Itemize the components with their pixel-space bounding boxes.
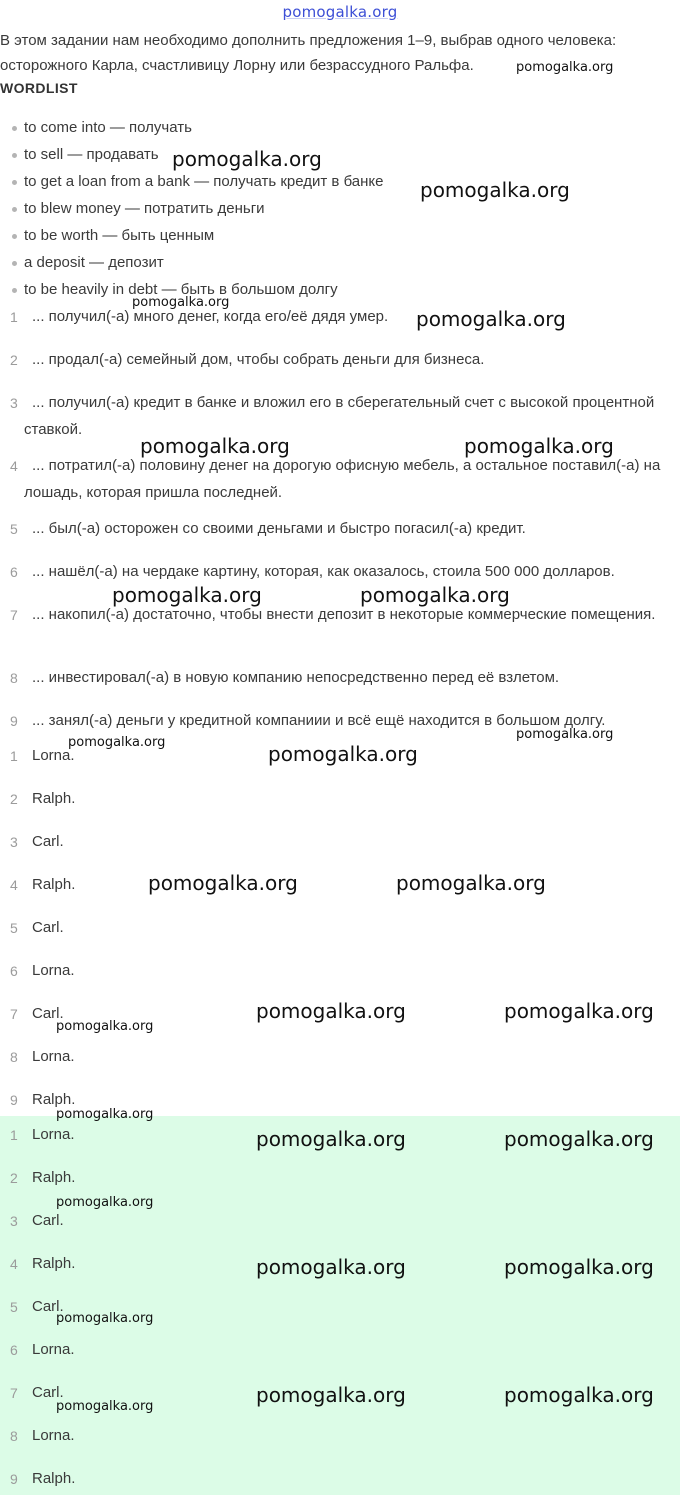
watermark: pomogalka.org bbox=[504, 999, 654, 1023]
sentence-number: 9 bbox=[10, 713, 18, 729]
answer-text: Ralph. bbox=[32, 790, 76, 807]
watermark: pomogalka.org bbox=[396, 871, 546, 895]
watermark: pomogalka.org bbox=[464, 434, 614, 458]
answer-number: 3 bbox=[10, 1213, 18, 1229]
wordlist-item-text: to come into — получать bbox=[24, 119, 192, 136]
sentence-text: ... занял(-а) деньги у кредитной компаниии и всё ещё находится в большом долгу. bbox=[32, 712, 606, 729]
watermark: pomogalka.org bbox=[504, 1255, 654, 1279]
sentence-number: 7 bbox=[10, 607, 18, 623]
bullet-icon bbox=[12, 288, 17, 293]
bullet-icon bbox=[12, 234, 17, 239]
answer-number: 1 bbox=[10, 1127, 18, 1143]
sentence-text: ... получил(-а) много денег, когда его/её дядя умер. bbox=[32, 308, 389, 325]
sentence-number: 4 bbox=[10, 458, 18, 474]
answer-text: Ralph. bbox=[32, 1169, 76, 1186]
wordlist-item-text: to sell — продавать bbox=[24, 146, 159, 163]
sentence-number: 2 bbox=[10, 352, 18, 368]
watermark: pomogalka.org bbox=[132, 295, 230, 310]
bullet-icon bbox=[12, 126, 17, 131]
answer-number: 4 bbox=[10, 1256, 18, 1272]
watermark: pomogalka.org bbox=[148, 871, 298, 895]
sentence-text: ... накопил(-а) достаточно, чтобы внести депозит в некоторые коммерческие помещения. bbox=[32, 606, 656, 623]
watermark: pomogalka.org bbox=[256, 1383, 406, 1407]
bullet-icon bbox=[12, 180, 17, 185]
wordlist-item bbox=[0, 195, 384, 222]
wordlist-item bbox=[0, 114, 384, 141]
answer-number: 4 bbox=[10, 877, 18, 893]
wordlist bbox=[0, 114, 384, 303]
answer-number: 6 bbox=[10, 1342, 18, 1358]
bullet-icon bbox=[12, 207, 17, 212]
bullet-icon bbox=[12, 153, 17, 158]
sentence-text: ... инвестировал(-а) в новую компанию непосредственно перед её взлетом. bbox=[32, 669, 560, 686]
answer-number: 5 bbox=[10, 1299, 18, 1315]
watermark: pomogalka.org bbox=[360, 583, 510, 607]
answer-number: 7 bbox=[10, 1006, 18, 1022]
answer-text: Lorna. bbox=[32, 1048, 75, 1065]
answer-text: Ralph. bbox=[32, 1255, 76, 1272]
answer-number: 6 bbox=[10, 963, 18, 979]
watermark: pomogalka.org bbox=[140, 434, 290, 458]
site-logo-link[interactable]: pomogalka.org bbox=[282, 3, 398, 21]
answer-text: Lorna. bbox=[32, 1126, 75, 1143]
answers-highlight-block bbox=[0, 1116, 680, 1495]
answer-number: 2 bbox=[10, 791, 18, 807]
sentence-number: 3 bbox=[10, 395, 18, 411]
sentence-text: ... продал(-а) семейный дом, чтобы собрать деньги для бизнеса. bbox=[32, 351, 485, 368]
sentence-text: ... получил(-а) кредит в банке и вложил его в сберегательный счет с высокой процентной ставкой. bbox=[24, 394, 655, 438]
watermark: pomogalka.org bbox=[256, 1127, 406, 1151]
watermark: pomogalka.org bbox=[420, 178, 570, 202]
answer-text: Ralph. bbox=[32, 1091, 76, 1108]
watermark: pomogalka.org bbox=[268, 742, 418, 766]
watermark: pomogalka.org bbox=[172, 147, 322, 171]
site-header bbox=[0, 0, 680, 28]
wordlist-item-text: to get a loan from a bank — получать кредит в банке bbox=[24, 173, 384, 190]
wordlist-item-text: a deposit — депозит bbox=[24, 254, 164, 271]
sentence-text: ... был(-а) осторожен со своими деньгами и быстро погасил(-а) кредит. bbox=[32, 520, 526, 537]
answer-text: Carl. bbox=[32, 833, 64, 850]
watermark: pomogalka.org bbox=[504, 1383, 654, 1407]
sentence-number: 1 bbox=[10, 309, 18, 325]
watermark: pomogalka.org bbox=[56, 1399, 154, 1414]
answer-text: Carl. bbox=[32, 1384, 64, 1401]
wordlist-item bbox=[0, 168, 384, 195]
sentence-number: 5 bbox=[10, 521, 18, 537]
watermark: pomogalka.org bbox=[516, 60, 614, 75]
sentence-number: 6 bbox=[10, 564, 18, 580]
answer-text: Carl. bbox=[32, 1212, 64, 1229]
wordlist-title: WORDLIST bbox=[0, 80, 78, 96]
wordlist-item-text: to be worth — быть ценным bbox=[24, 227, 215, 244]
watermark: pomogalka.org bbox=[112, 583, 262, 607]
bullet-icon bbox=[12, 261, 17, 266]
answer-text: Lorna. bbox=[32, 1341, 75, 1358]
sentence-text: ... нашёл(-а) на чердаке картину, которая, как оказалось, стоила 500 000 долларов. bbox=[32, 563, 615, 580]
sentence-text: ... потратил(-а) половину денег на дорогую офисную мебель, а остальное поставил(-а) на лошадь, которая пришла последней. bbox=[24, 457, 661, 501]
intro-paragraph: В этом задании нам необходимо дополнить предложения 1–9, выбрав одного человека: осторожного Карла, счастливицу Лорну или безрассудного Ральфа. bbox=[0, 32, 617, 74]
answer-number: 1 bbox=[10, 748, 18, 764]
answer-text: Lorna. bbox=[32, 1427, 75, 1444]
answer-number: 8 bbox=[10, 1428, 18, 1444]
answer-text: Lorna. bbox=[32, 747, 75, 764]
watermark: pomogalka.org bbox=[416, 307, 566, 331]
sentence-number: 8 bbox=[10, 670, 18, 686]
answer-text: Ralph. bbox=[32, 876, 76, 893]
watermark: pomogalka.org bbox=[504, 1127, 654, 1151]
answer-number: 9 bbox=[10, 1471, 18, 1487]
watermark: pomogalka.org bbox=[256, 999, 406, 1023]
answer-number: 8 bbox=[10, 1049, 18, 1065]
watermark: pomogalka.org bbox=[56, 1019, 154, 1034]
watermark: pomogalka.org bbox=[56, 1107, 154, 1122]
answer-number: 2 bbox=[10, 1170, 18, 1186]
wordlist-item-text: to be heavily in debt — быть в большом долгу bbox=[24, 281, 338, 298]
watermark: pomogalka.org bbox=[256, 1255, 406, 1279]
answer-text: Ralph. bbox=[32, 1470, 76, 1487]
answer-number: 5 bbox=[10, 920, 18, 936]
answer-number: 3 bbox=[10, 834, 18, 850]
watermark: pomogalka.org bbox=[68, 735, 166, 750]
watermark: pomogalka.org bbox=[56, 1195, 154, 1210]
answer-text: Lorna. bbox=[32, 962, 75, 979]
watermark: pomogalka.org bbox=[56, 1311, 154, 1326]
answer-text: Carl. bbox=[32, 1298, 64, 1315]
answer-text: Carl. bbox=[32, 919, 64, 936]
answer-number: 9 bbox=[10, 1092, 18, 1108]
answer-text: Carl. bbox=[32, 1005, 64, 1022]
wordlist-item-text: to blew money — потратить деньги bbox=[24, 200, 265, 217]
wordlist-item bbox=[0, 249, 384, 276]
answer-number: 7 bbox=[10, 1385, 18, 1401]
watermark: pomogalka.org bbox=[516, 727, 614, 742]
wordlist-item bbox=[0, 222, 384, 249]
